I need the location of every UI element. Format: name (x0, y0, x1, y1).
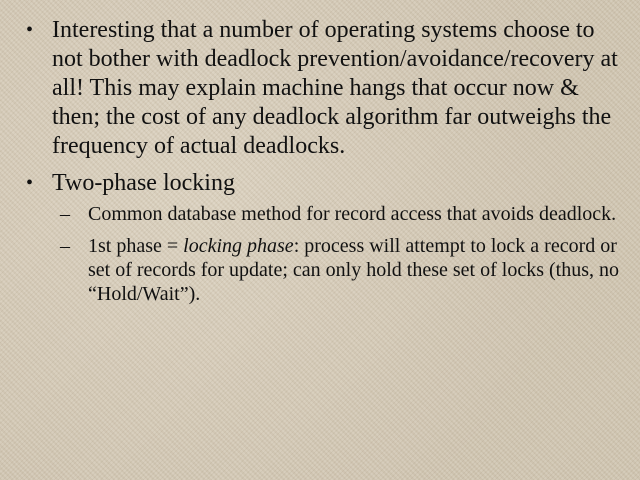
bullet-text: Interesting that a number of operating systems choose to not bother with deadlock prevention/avoidance/recovery at all! This may explain machine hangs that occur now & then; the cost of any deadlock algorithm far outweighs the frequency of actual deadlocks. (52, 17, 618, 159)
sub-item-database-method (60, 202, 630, 226)
bullet-text: Two-phase locking (52, 170, 235, 196)
dash-icon: – (60, 203, 70, 225)
sub-item-prefix: 1st phase = (88, 235, 184, 257)
bullet-item-os-deadlock (22, 16, 622, 161)
sub-item-text: Common database method for record access that avoids deadlock. (88, 203, 617, 225)
bullet-icon: • (26, 19, 34, 41)
sub-bullet-list (52, 202, 622, 306)
dash-icon: – (60, 235, 70, 257)
sub-item-emphasis: locking phase (183, 235, 294, 257)
sub-item-first-phase (60, 234, 630, 306)
bullet-icon: • (26, 172, 34, 194)
sub-item-suffix: : process will attempt to lock a record or set of records for update; can only hold these set of locks (thus, no “Hold/Wait”). (88, 235, 619, 305)
bullet-item-two-phase-locking (22, 169, 622, 306)
bullet-list (22, 16, 622, 314)
